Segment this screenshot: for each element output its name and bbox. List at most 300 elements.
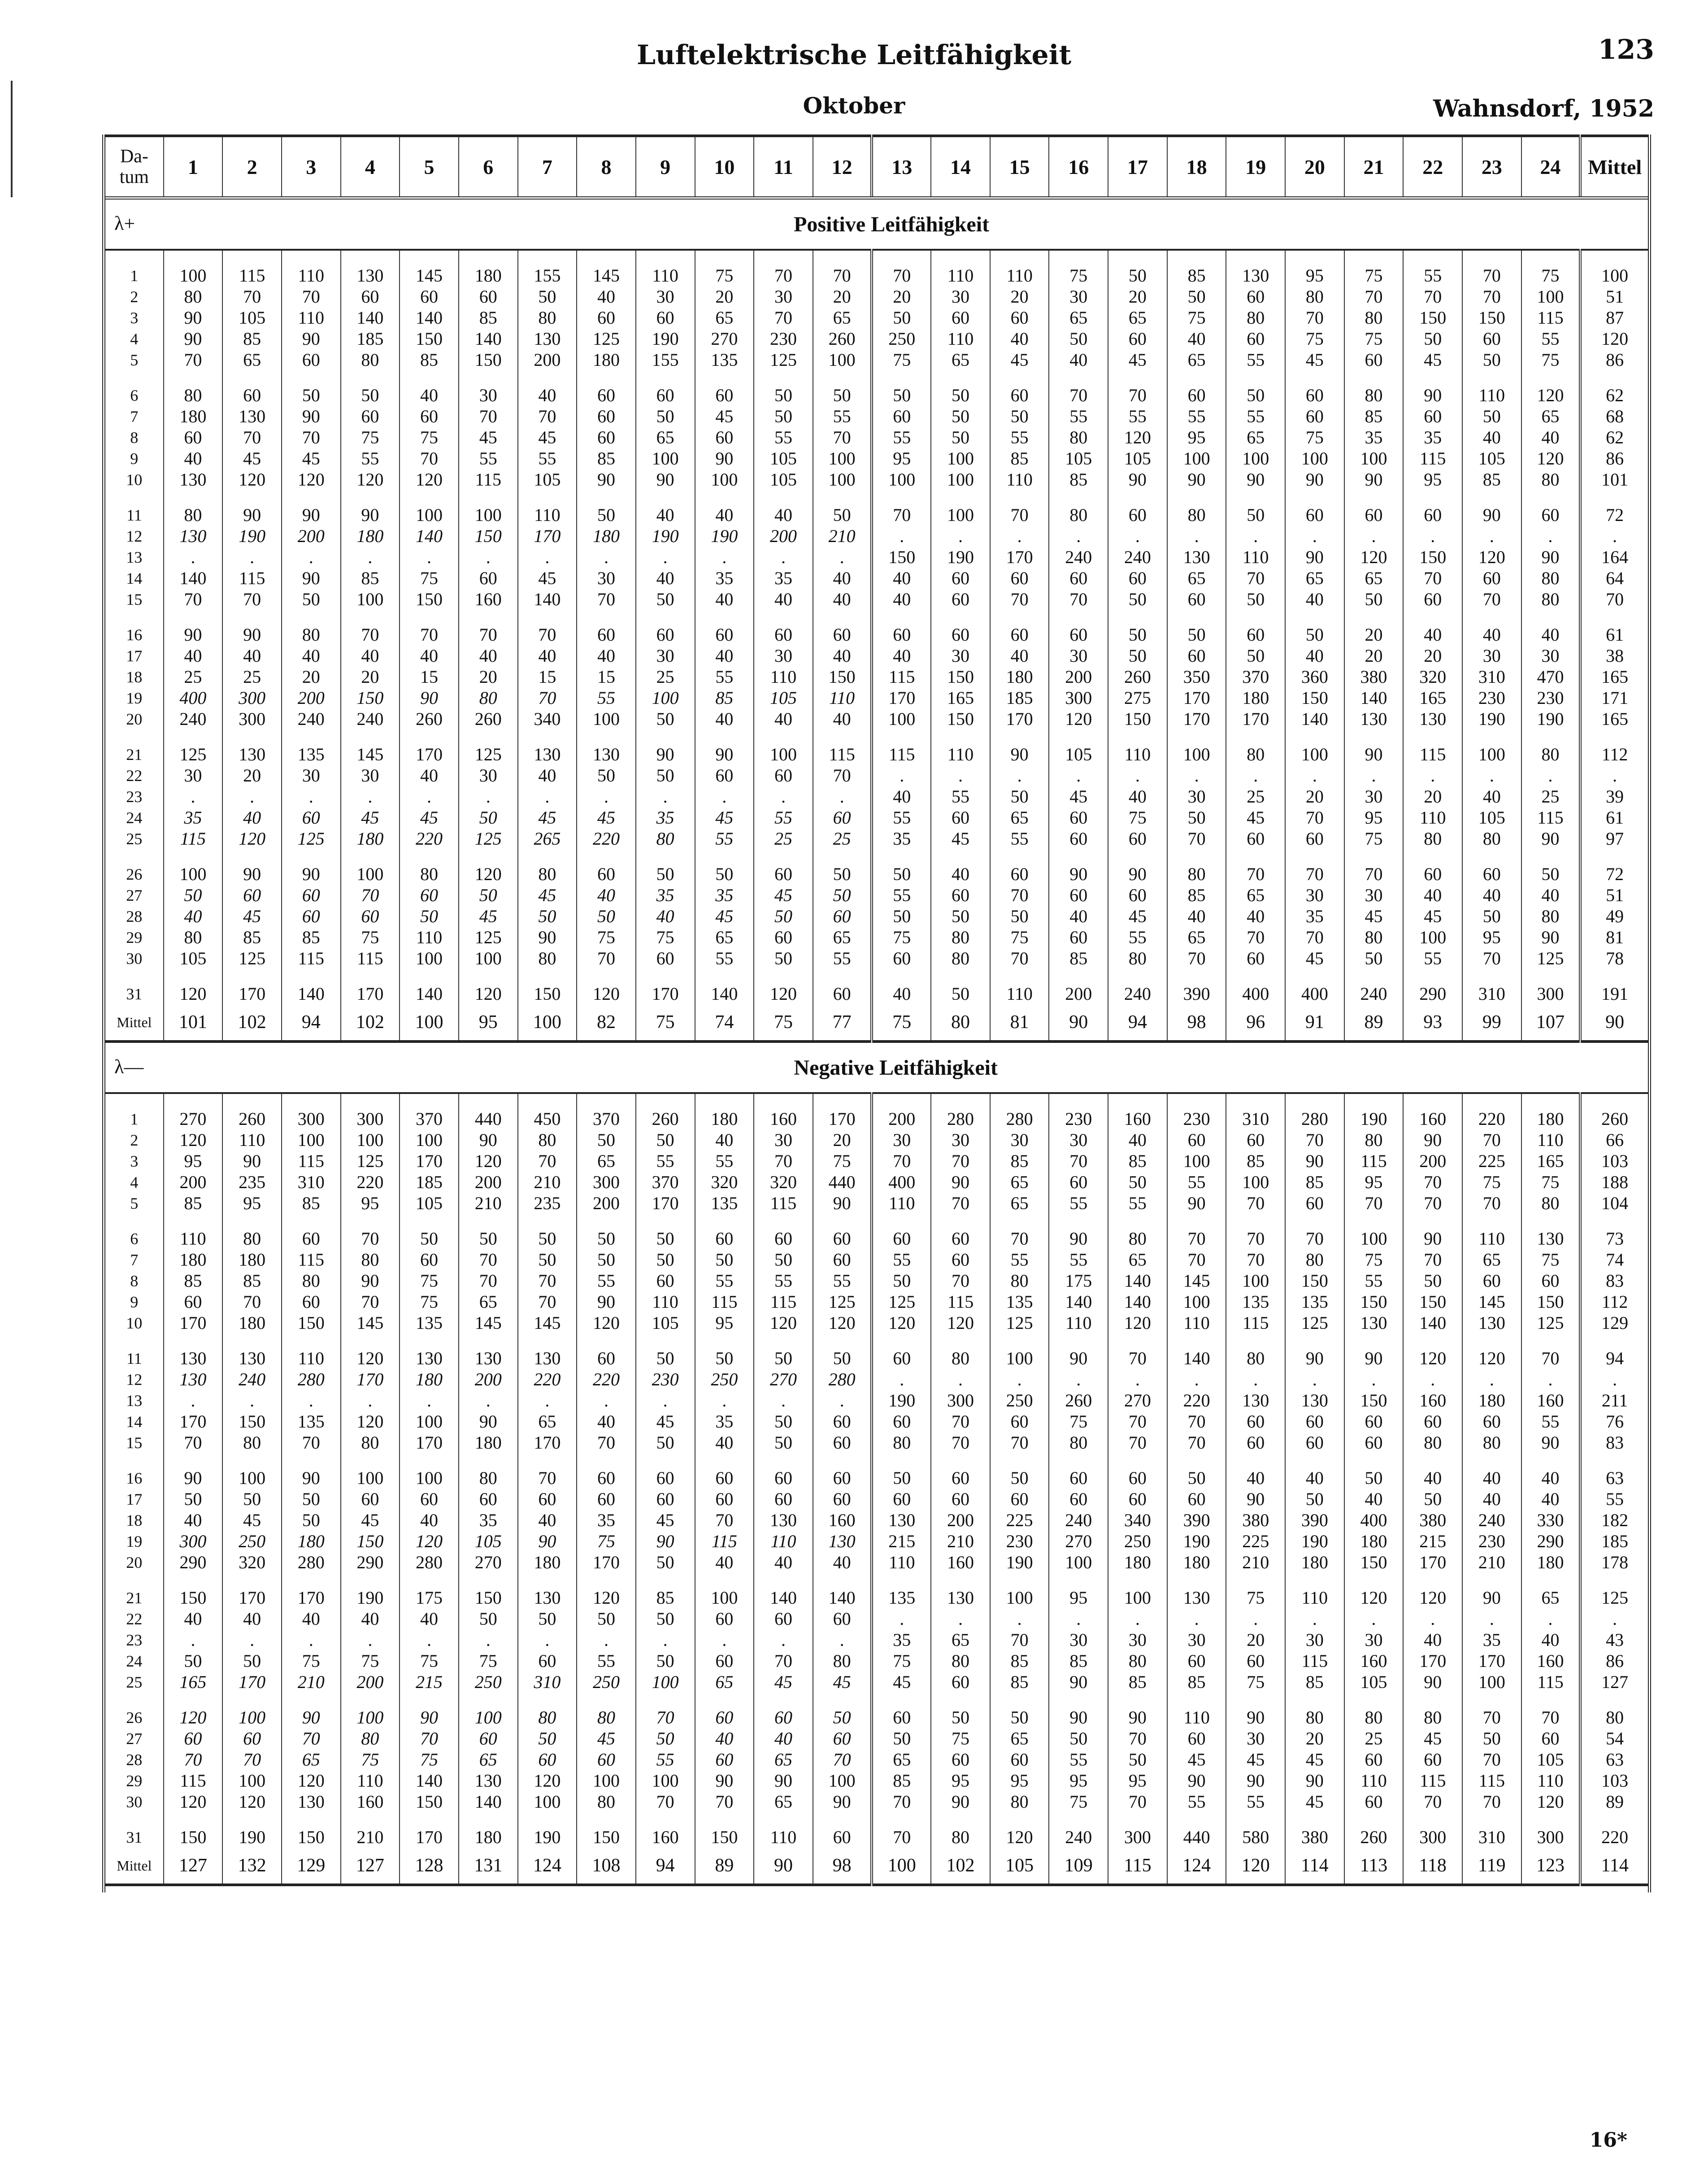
value-cell: 60 [222,1728,282,1749]
value-cell: 310 [1462,666,1521,687]
value-cell: 290 [1521,1531,1581,1552]
value-cell: 60 [931,1453,990,1489]
value-cell: 170 [872,687,931,708]
value-cell: 15 [577,666,636,687]
value-cell: 120 [1403,1573,1462,1608]
value-cell: 70 [813,427,872,448]
value-cell: . [636,1629,695,1650]
value-cell: 60 [636,948,695,969]
value-cell: 75 [754,1004,813,1042]
value-cell: 200 [459,1172,518,1193]
mean-cell: 125 [1580,1573,1648,1608]
value-cell: 60 [1108,328,1167,349]
value-cell: 40 [518,645,577,666]
value-cell: 165 [1521,1150,1581,1172]
value-cell: 60 [872,948,931,969]
value-cell: 40 [1344,1489,1404,1510]
value-cell: 95 [1403,469,1462,490]
value-cell: 130 [459,1333,518,1369]
value-cell: 70 [518,1291,577,1312]
value-cell: 70 [990,1214,1049,1249]
value-cell: 60 [1344,349,1404,370]
value-cell: 90 [695,1770,754,1791]
row-label: Mittel [117,1857,152,1874]
value-cell: 40 [164,645,223,666]
value-cell: 115 [1344,1150,1404,1172]
month-label: Oktober [803,92,905,119]
value-cell: 115 [459,469,518,490]
value-cell: 100 [341,1129,400,1150]
row-label: 10 [126,470,143,489]
value-cell: 120 [459,1150,518,1172]
value-cell: 90 [1285,469,1344,490]
value-cell: 80 [1521,469,1581,490]
value-cell: 125 [872,1291,931,1312]
value-cell: 100 [222,1453,282,1489]
value-cell: 130 [400,1333,459,1369]
value-cell: 200 [164,1172,223,1193]
value-cell: 70 [400,610,459,645]
row-label: 9 [130,449,139,468]
value-cell: 110 [990,250,1049,286]
value-cell: 109 [1049,1848,1108,1885]
value-cell: 250 [1108,1531,1167,1552]
value-cell: . [341,786,400,807]
mean-cell: 86 [1580,1650,1648,1671]
mean-cell: 68 [1580,406,1648,427]
value-cell: . [1462,1608,1521,1629]
value-cell: 40 [222,807,282,828]
value-cell: 60 [1521,1728,1581,1749]
value-cell: 80 [518,948,577,969]
value-cell: 115 [1403,729,1462,765]
column-header-hour: 17 [1108,136,1167,198]
value-cell: 50 [518,1728,577,1749]
value-cell: 60 [1108,1489,1167,1510]
value-cell: 90 [990,729,1049,765]
column-header-hour: 5 [400,136,459,198]
value-cell: 180 [990,666,1049,687]
value-cell: 125 [459,828,518,849]
value-cell: 110 [400,927,459,948]
row-label: 13 [126,548,143,566]
value-cell: . [1167,765,1226,786]
value-cell: 75 [636,1004,695,1042]
value-cell: 270 [1108,1390,1167,1411]
value-cell: 90 [518,927,577,948]
row-label: 5 [130,351,139,369]
value-cell: 80 [222,1432,282,1453]
value-cell: 130 [164,469,223,490]
table-row [105,807,1648,828]
value-cell: 50 [1521,849,1581,885]
value-cell: 115 [282,948,341,969]
value-cell: 70 [577,589,636,610]
value-cell: 25 [1521,786,1581,807]
value-cell: 40 [1285,645,1344,666]
value-cell: . [518,786,577,807]
row-label: 4 [130,330,139,348]
value-cell: 70 [1462,1693,1521,1728]
value-cell: 150 [1285,1270,1344,1291]
value-cell: 65 [1226,427,1285,448]
value-cell: 60 [813,1453,872,1489]
value-cell: 60 [577,1489,636,1510]
value-cell: 65 [872,1749,931,1770]
column-header-hour: 11 [754,136,813,198]
table-row [105,1390,1648,1411]
mean-cell: 191 [1580,969,1648,1004]
value-cell: 115 [222,568,282,589]
value-cell: 150 [518,969,577,1004]
value-cell: 105 [1462,807,1521,828]
value-cell: 70 [813,250,872,286]
value-cell: 75 [1344,1249,1404,1270]
value-cell: 50 [754,1249,813,1270]
value-cell: 120 [222,469,282,490]
value-cell: 85 [1167,1671,1226,1693]
value-cell: 50 [164,885,223,906]
value-cell: 55 [1049,1193,1108,1214]
value-cell: 580 [1226,1812,1285,1848]
row-label: 3 [130,1152,139,1170]
value-cell: 180 [1167,1552,1226,1573]
table-row [105,645,1648,666]
value-cell: 75 [1521,1172,1581,1193]
value-cell: 114 [1285,1848,1344,1885]
value-cell: 40 [754,490,813,525]
value-cell: 200 [518,349,577,370]
value-cell: 70 [222,427,282,448]
value-cell: 60 [1167,1489,1226,1510]
value-cell: 40 [164,1510,223,1531]
value-cell: 105 [400,1193,459,1214]
value-cell: 45 [754,885,813,906]
value-cell: 30 [1049,645,1108,666]
value-cell: 40 [636,568,695,589]
value-cell: 100 [872,469,931,490]
value-cell: 60 [282,1214,341,1249]
value-cell: 130 [1344,708,1404,729]
value-cell: 115 [341,948,400,969]
value-cell: 100 [459,490,518,525]
row-label: 6 [130,1229,139,1248]
row-label: 15 [126,590,143,608]
row-label: 26 [126,865,143,883]
value-cell: 25 [1344,1728,1404,1749]
value-cell: 60 [695,1749,754,1770]
value-cell: 40 [1285,589,1344,610]
value-cell: 20 [1285,786,1344,807]
value-cell: 40 [636,490,695,525]
value-cell: 50 [931,1693,990,1728]
value-cell: 30 [990,1129,1049,1150]
value-cell: 180 [400,1369,459,1390]
row-label: 4 [130,1173,139,1191]
table-row [105,906,1648,927]
table-row [105,610,1648,645]
value-cell: . [400,547,459,568]
value-cell: 60 [813,1812,872,1848]
value-cell: 70 [1108,1333,1167,1369]
value-cell: 50 [282,370,341,406]
value-cell: 70 [518,1453,577,1489]
value-cell: 60 [1049,828,1108,849]
value-cell: 90 [1226,1489,1285,1510]
value-cell: 170 [164,1312,223,1333]
value-cell: 30 [1167,786,1226,807]
value-cell: 25 [813,828,872,849]
value-cell: 120 [931,1312,990,1333]
value-cell: 50 [1049,1728,1108,1749]
value-cell: 70 [459,1249,518,1270]
value-cell: 50 [459,1214,518,1249]
value-cell: 70 [754,1150,813,1172]
value-cell: 75 [341,1749,400,1770]
value-cell: 70 [518,406,577,427]
value-cell: 100 [400,1004,459,1042]
value-cell: 90 [400,1693,459,1728]
value-cell: 40 [695,1552,754,1573]
value-cell: . [872,765,931,786]
value-cell: 60 [1167,1129,1226,1150]
row-label: 10 [126,1314,143,1332]
value-cell: 120 [1344,1573,1404,1608]
value-cell: 81 [990,1004,1049,1042]
value-cell: 55 [1344,1270,1404,1291]
value-cell: 30 [1344,1629,1404,1650]
value-cell: 45 [341,807,400,828]
value-cell: 70 [1285,849,1344,885]
value-cell: 80 [1403,1432,1462,1453]
value-cell: 100 [341,589,400,610]
value-cell: 110 [518,490,577,525]
value-cell: 123 [1521,1848,1581,1885]
value-cell: 100 [695,469,754,490]
value-cell: 110 [872,1193,931,1214]
value-cell: 50 [754,1333,813,1369]
value-cell: . [1049,525,1108,547]
value-cell: 130 [1344,1312,1404,1333]
table-row [105,547,1648,568]
value-cell: 55 [931,786,990,807]
value-cell: . [813,786,872,807]
value-cell: 240 [164,708,223,729]
value-cell: 80 [931,1812,990,1848]
value-cell: 190 [222,1812,282,1848]
value-cell: 45 [1226,807,1285,828]
value-cell: 175 [400,1573,459,1608]
value-cell: 60 [1403,849,1462,885]
value-cell: 90 [1049,1671,1108,1693]
value-cell: 210 [282,1671,341,1693]
table-row [105,1650,1648,1671]
value-cell: 40 [1462,1489,1521,1510]
mean-cell: 114 [1580,1848,1648,1885]
value-cell: 50 [282,589,341,610]
column-header-hour: 22 [1403,136,1462,198]
value-cell: 70 [1167,1214,1226,1249]
value-cell: 115 [1285,1650,1344,1671]
mean-cell: 63 [1580,1453,1648,1489]
value-cell: 100 [931,469,990,490]
value-cell: 210 [341,1812,400,1848]
value-cell: 60 [872,1411,931,1432]
value-cell: 160 [813,1510,872,1531]
value-cell: 50 [222,1650,282,1671]
value-cell: 120 [990,1812,1049,1848]
value-cell: 98 [813,1848,872,1885]
value-cell: 80 [1049,427,1108,448]
mean-cell: 220 [1580,1812,1648,1848]
value-cell: 180 [459,250,518,286]
value-cell: 110 [164,1214,223,1249]
column-header-hour: 2 [222,136,282,198]
value-cell: . [754,1629,813,1650]
value-cell: 119 [1462,1848,1521,1885]
mean-cell: 86 [1580,448,1648,469]
value-cell: 40 [1462,1453,1521,1489]
value-cell: 120 [341,1333,400,1369]
value-cell: 40 [1108,786,1167,807]
value-cell: 120 [1344,547,1404,568]
value-cell: 55 [813,948,872,969]
value-cell: 40 [222,645,282,666]
value-cell: 80 [518,1693,577,1728]
value-cell: 90 [1226,1770,1285,1791]
value-cell: 85 [577,448,636,469]
value-cell: 65 [990,807,1049,828]
table-row [105,1693,1648,1728]
value-cell: 60 [1167,589,1226,610]
value-cell: 70 [282,1728,341,1749]
value-cell: 50 [459,1608,518,1629]
value-cell: 90 [1226,1693,1285,1728]
column-header-hour: 14 [931,136,990,198]
value-cell: 190 [1167,1531,1226,1552]
value-cell: 75 [1462,1172,1521,1193]
value-cell: 125 [1285,1312,1344,1333]
value-cell: 50 [1108,250,1167,286]
value-cell: 75 [1049,1791,1108,1812]
value-cell: 105 [754,448,813,469]
value-cell: 60 [1108,828,1167,849]
value-cell: 120 [872,1312,931,1333]
value-cell: 160 [1344,1650,1404,1671]
section-title: Positive Leitfähigkeit [794,212,990,236]
value-cell: 45 [1285,1749,1344,1770]
value-cell: 120 [518,1770,577,1791]
value-cell: 40 [400,370,459,406]
value-cell: 70 [341,610,400,645]
value-cell: 90 [1403,370,1462,406]
value-cell: 190 [931,547,990,568]
table-row [105,1552,1648,1573]
value-cell: 90 [1521,828,1581,849]
mean-cell: 76 [1580,1411,1648,1432]
table-row [105,849,1648,885]
mean-cell: 72 [1580,490,1648,525]
value-cell: . [282,1629,341,1650]
value-cell: 40 [400,645,459,666]
value-cell: . [1226,765,1285,786]
value-cell: 60 [1167,370,1226,406]
value-cell: 100 [1049,1552,1108,1573]
value-cell: 110 [282,307,341,328]
value-cell: 80 [931,1004,990,1042]
value-cell: 220 [1167,1390,1226,1411]
value-cell: 90 [1108,1693,1167,1728]
value-cell: 75 [1521,349,1581,370]
value-cell: 50 [931,370,990,406]
value-cell: 90 [754,1770,813,1791]
value-cell: 95 [341,1193,400,1214]
value-cell: 50 [1049,328,1108,349]
value-cell: 55 [695,948,754,969]
value-cell: 115 [695,1531,754,1552]
value-cell: 60 [577,610,636,645]
value-cell: 60 [931,885,990,906]
value-cell: 90 [1403,1129,1462,1150]
value-cell: 91 [1285,1004,1344,1042]
value-cell: 70 [1344,1193,1404,1214]
value-cell: 85 [1285,1671,1344,1693]
value-cell: 45 [577,1728,636,1749]
value-cell: 60 [695,1453,754,1489]
value-cell: 70 [1226,568,1285,589]
value-cell: 65 [1167,349,1226,370]
value-cell: 240 [1049,1812,1108,1848]
column-header-mittel: Mittel [1580,136,1648,198]
value-cell: 100 [1108,1573,1167,1608]
value-cell: 130 [341,250,400,286]
table-row [105,828,1648,849]
value-cell: 50 [1108,589,1167,610]
value-cell: 215 [872,1531,931,1552]
value-cell: 70 [400,448,459,469]
value-cell: 100 [1285,729,1344,765]
value-cell: 130 [1521,1214,1581,1249]
value-cell: 80 [1226,307,1285,328]
value-cell: 130 [518,328,577,349]
value-cell: 130 [931,1573,990,1608]
value-cell: 80 [990,1270,1049,1291]
value-cell: 90 [164,307,223,328]
value-cell: 230 [1167,1093,1226,1129]
value-cell: 90 [222,849,282,885]
value-cell: . [1167,525,1226,547]
value-cell: 95 [1462,927,1521,948]
mean-cell: 182 [1580,1510,1648,1531]
value-cell: 130 [1403,708,1462,729]
value-cell: 100 [1167,729,1226,765]
value-cell: 60 [577,427,636,448]
value-cell: 40 [1462,786,1521,807]
value-cell: 60 [636,1489,695,1510]
value-cell: 40 [1521,1453,1581,1489]
value-cell: 80 [164,927,223,948]
value-cell: 110 [222,1129,282,1150]
value-cell: 60 [341,1489,400,1510]
row-label: 28 [126,907,143,925]
value-cell: 60 [695,370,754,406]
value-cell: 50 [1226,589,1285,610]
value-cell: 165 [164,1671,223,1693]
value-cell: 60 [754,1608,813,1629]
value-cell: 180 [164,406,223,427]
value-cell: 150 [1344,1291,1404,1312]
value-cell: 55 [459,448,518,469]
